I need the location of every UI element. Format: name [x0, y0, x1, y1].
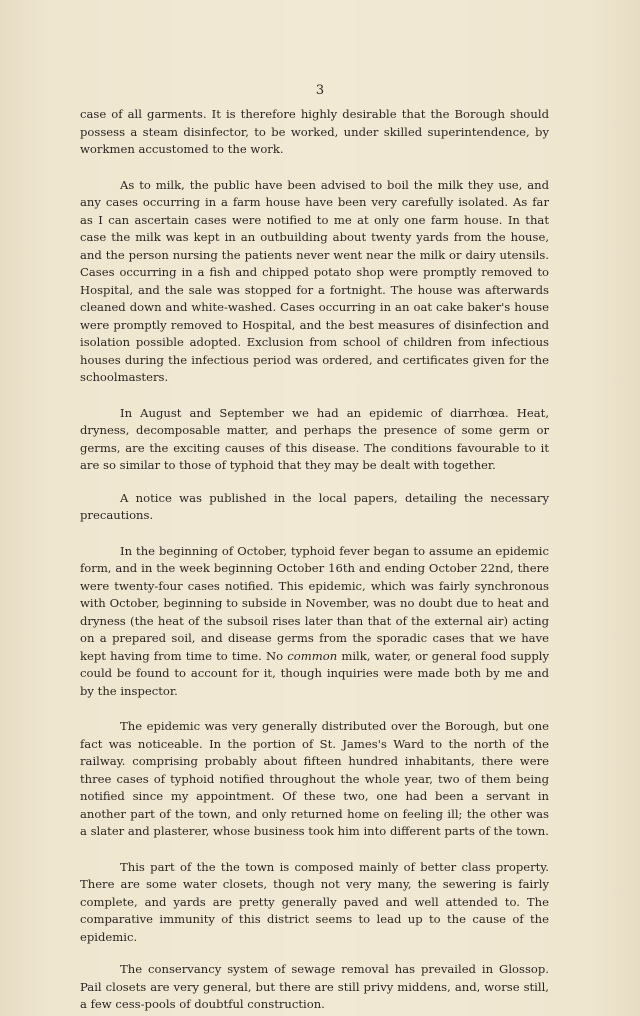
paragraph-typhoid-no: No: [265, 648, 284, 663]
paragraph-typhoid-text: In the beginning of October, typhoid fever began to assume an epidemic form, and in the week beginning October 16th and ending October 22nd, there were twenty-four cases notified. This epidemic, which was fairly synchronous with October, beginning to subside in November, was no doubt due to heat and dryness (the heat of the subsoil rises later than that of the external air) acting on a prepared soil, and disease germs from the sporadic cases that we have kept having from time to time.: [80, 543, 549, 663]
paragraph-conservancy: The conservancy system of sewage removal has prevailed in Glossop. Pail closets are very general, but there are still privy middens, and, worse still, a few cess-pools of doubtful construction.: [80, 962, 549, 1011]
paragraph-steam-disinfector: case of all garments. It is therefore highly desirable that the Borough should possess a steam disinfector, to be worked, under skilled superintendence, by workmen accustomed to the work.: [80, 107, 549, 156]
paragraph-typhoid-october: [80, 543, 549, 701]
paragraph-typhoid-rest: milk, water, or general food supply could be found to account for it, though inquiries were made both by me and by the inspector.: [80, 648, 550, 698]
paragraph-notice: A notice was published in the local papers, detailing the necessary precautions.: [80, 490, 549, 522]
body-text: [80, 106, 549, 1014]
page-number: 3: [315, 83, 325, 98]
paragraph-district: This part of the the town is composed mainly of better class property. There are some water closets, though not very many, the sewering is fairly complete, and yards are pretty generally paved and well attended to. The comparative immunity of this district seems to lead up to the cause of the epidemic.: [80, 859, 549, 944]
paragraph-diarrhoea: In August and September we had an epidemic of diarrhœa. Heat, dryness, decomposable matter, and perhaps the presence of some germ or germs, are the exciting causes of this disease. The conditions favourable to it are so similar to those of typhoid that they may be dealt with together.: [80, 405, 549, 472]
paragraph-typhoid-common: common: [287, 648, 338, 663]
paragraph-milk: As to milk, the public have been advised to boil the milk they use, and any cases occurring in a farm house have been very carefully isolated. As far as I can ascertain cases were notified to me at only one farm house. In that case the milk was kept in an outbuilding about twenty yards from the house, and the person nursing the patients never went near the milk or dairy utensils. Cases occurring in a fish and chipped potato shop were promptly removed to Hospital, and the sale was stopped for a fortnight. The house was afterwards cleaned down and white-washed. Cases occurring in an oat cake baker's house were promptly removed to Hospital, and the best measures of disinfection and isolation possible adopted. Exclusion from school of children from infectious houses during the infectious period was ordered, and certificates given for the schoolmasters.: [80, 177, 549, 384]
paragraph-distribution: The epidemic was very generally distributed over the Borough, but one fact was noticeable. In the portion of St. James's Ward to the north of the railway. comprising probably about fifteen hundred inhabitants, there were three cases of typhoid notified throughout the whole year, two of them being notified since my appointment. Of these two, one had been a servant in another part of the town, and only returned home on feeling ill; the other was a slater and plasterer, whose business took him into different parts of the town.: [80, 719, 549, 838]
